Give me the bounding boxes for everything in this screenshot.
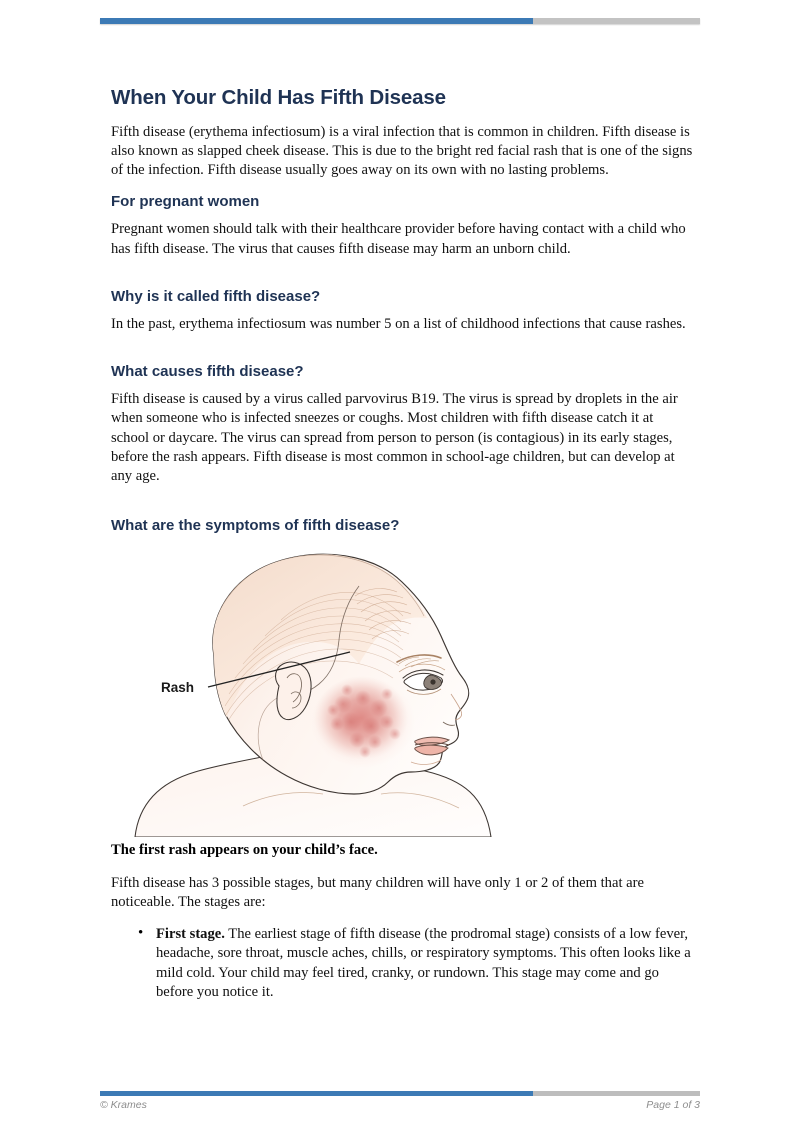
section-heading-symptoms: What are the symptoms of fifth disease? (111, 517, 400, 535)
list-item (145, 925, 693, 1003)
footer (100, 1099, 700, 1111)
page-title: When Your Child Has Fifth Disease (111, 86, 446, 109)
footer-page-number: Page 1 of 3 (646, 1099, 700, 1111)
header-rule-blue-segment (100, 18, 533, 24)
stages-list (111, 925, 693, 1003)
document-content (111, 86, 693, 1013)
header-rule (100, 18, 700, 24)
rash-label: Rash (161, 680, 195, 696)
header-rule-gray-segment (533, 18, 700, 24)
child-head-illustration (111, 544, 693, 837)
figure-child-head-with-rash (111, 544, 693, 837)
section-body-causes: Fifth disease is caused by a virus called parvovirus B19. The virus is spread by droplets in the air when someone who is infected sneezes or coughs. Most children with fifth disease catch it at school or daycare. The virus can spread from person to person (is contagious) in its early stages, before the rash appears. Fifth disease is most common in school-age children, but can develop at any age. (111, 391, 678, 485)
footer-copyright: © Krames (100, 1099, 147, 1111)
section-heading-causes: What causes fifth disease? (111, 363, 304, 381)
intro-paragraph: Fifth disease (erythema infectiosum) is a viral infection that is common in children. Fifth disease is also known as slapped cheek disease. This is due to the bright red facial rash that is one of the signs of the infection. Fifth disease usually goes away on its own with no lasting problems. (111, 123, 693, 179)
section-body-pregnant-women: Pregnant women should talk with their healthcare provider before having contact with a child who has fifth disease. The virus that causes fifth disease may harm an unborn child. (111, 221, 686, 257)
stage-description: The earliest stage of fifth disease (the prodromal stage) consists of a low fever, headache, sore throat, muscle aches, chills, or respiratory symptoms. This often looks like a mild cold. Your child may feel tired, cranky, or rundown. This stage may come and go before you notice it. (156, 926, 691, 1001)
section-heading-pregnant-women: For pregnant women (111, 193, 260, 211)
figure-caption: The first rash appears on your child’s face. (111, 842, 378, 859)
footer-rule (100, 1091, 700, 1096)
rash-area (314, 676, 408, 760)
stages-intro-paragraph: Fifth disease has 3 possible stages, but many children will have only 1 or 2 of them that are noticeable. The stages are: (111, 874, 644, 910)
footer-rule-blue-segment (100, 1091, 533, 1096)
section-body-why-called: In the past, erythema infectiosum was number 5 on a list of childhood infections that cause rashes. (111, 315, 686, 332)
section-heading-why-called: Why is it called fifth disease? (111, 287, 321, 305)
footer-rule-gray-segment (533, 1091, 700, 1096)
stage-lead-label: First stage. (156, 926, 225, 943)
